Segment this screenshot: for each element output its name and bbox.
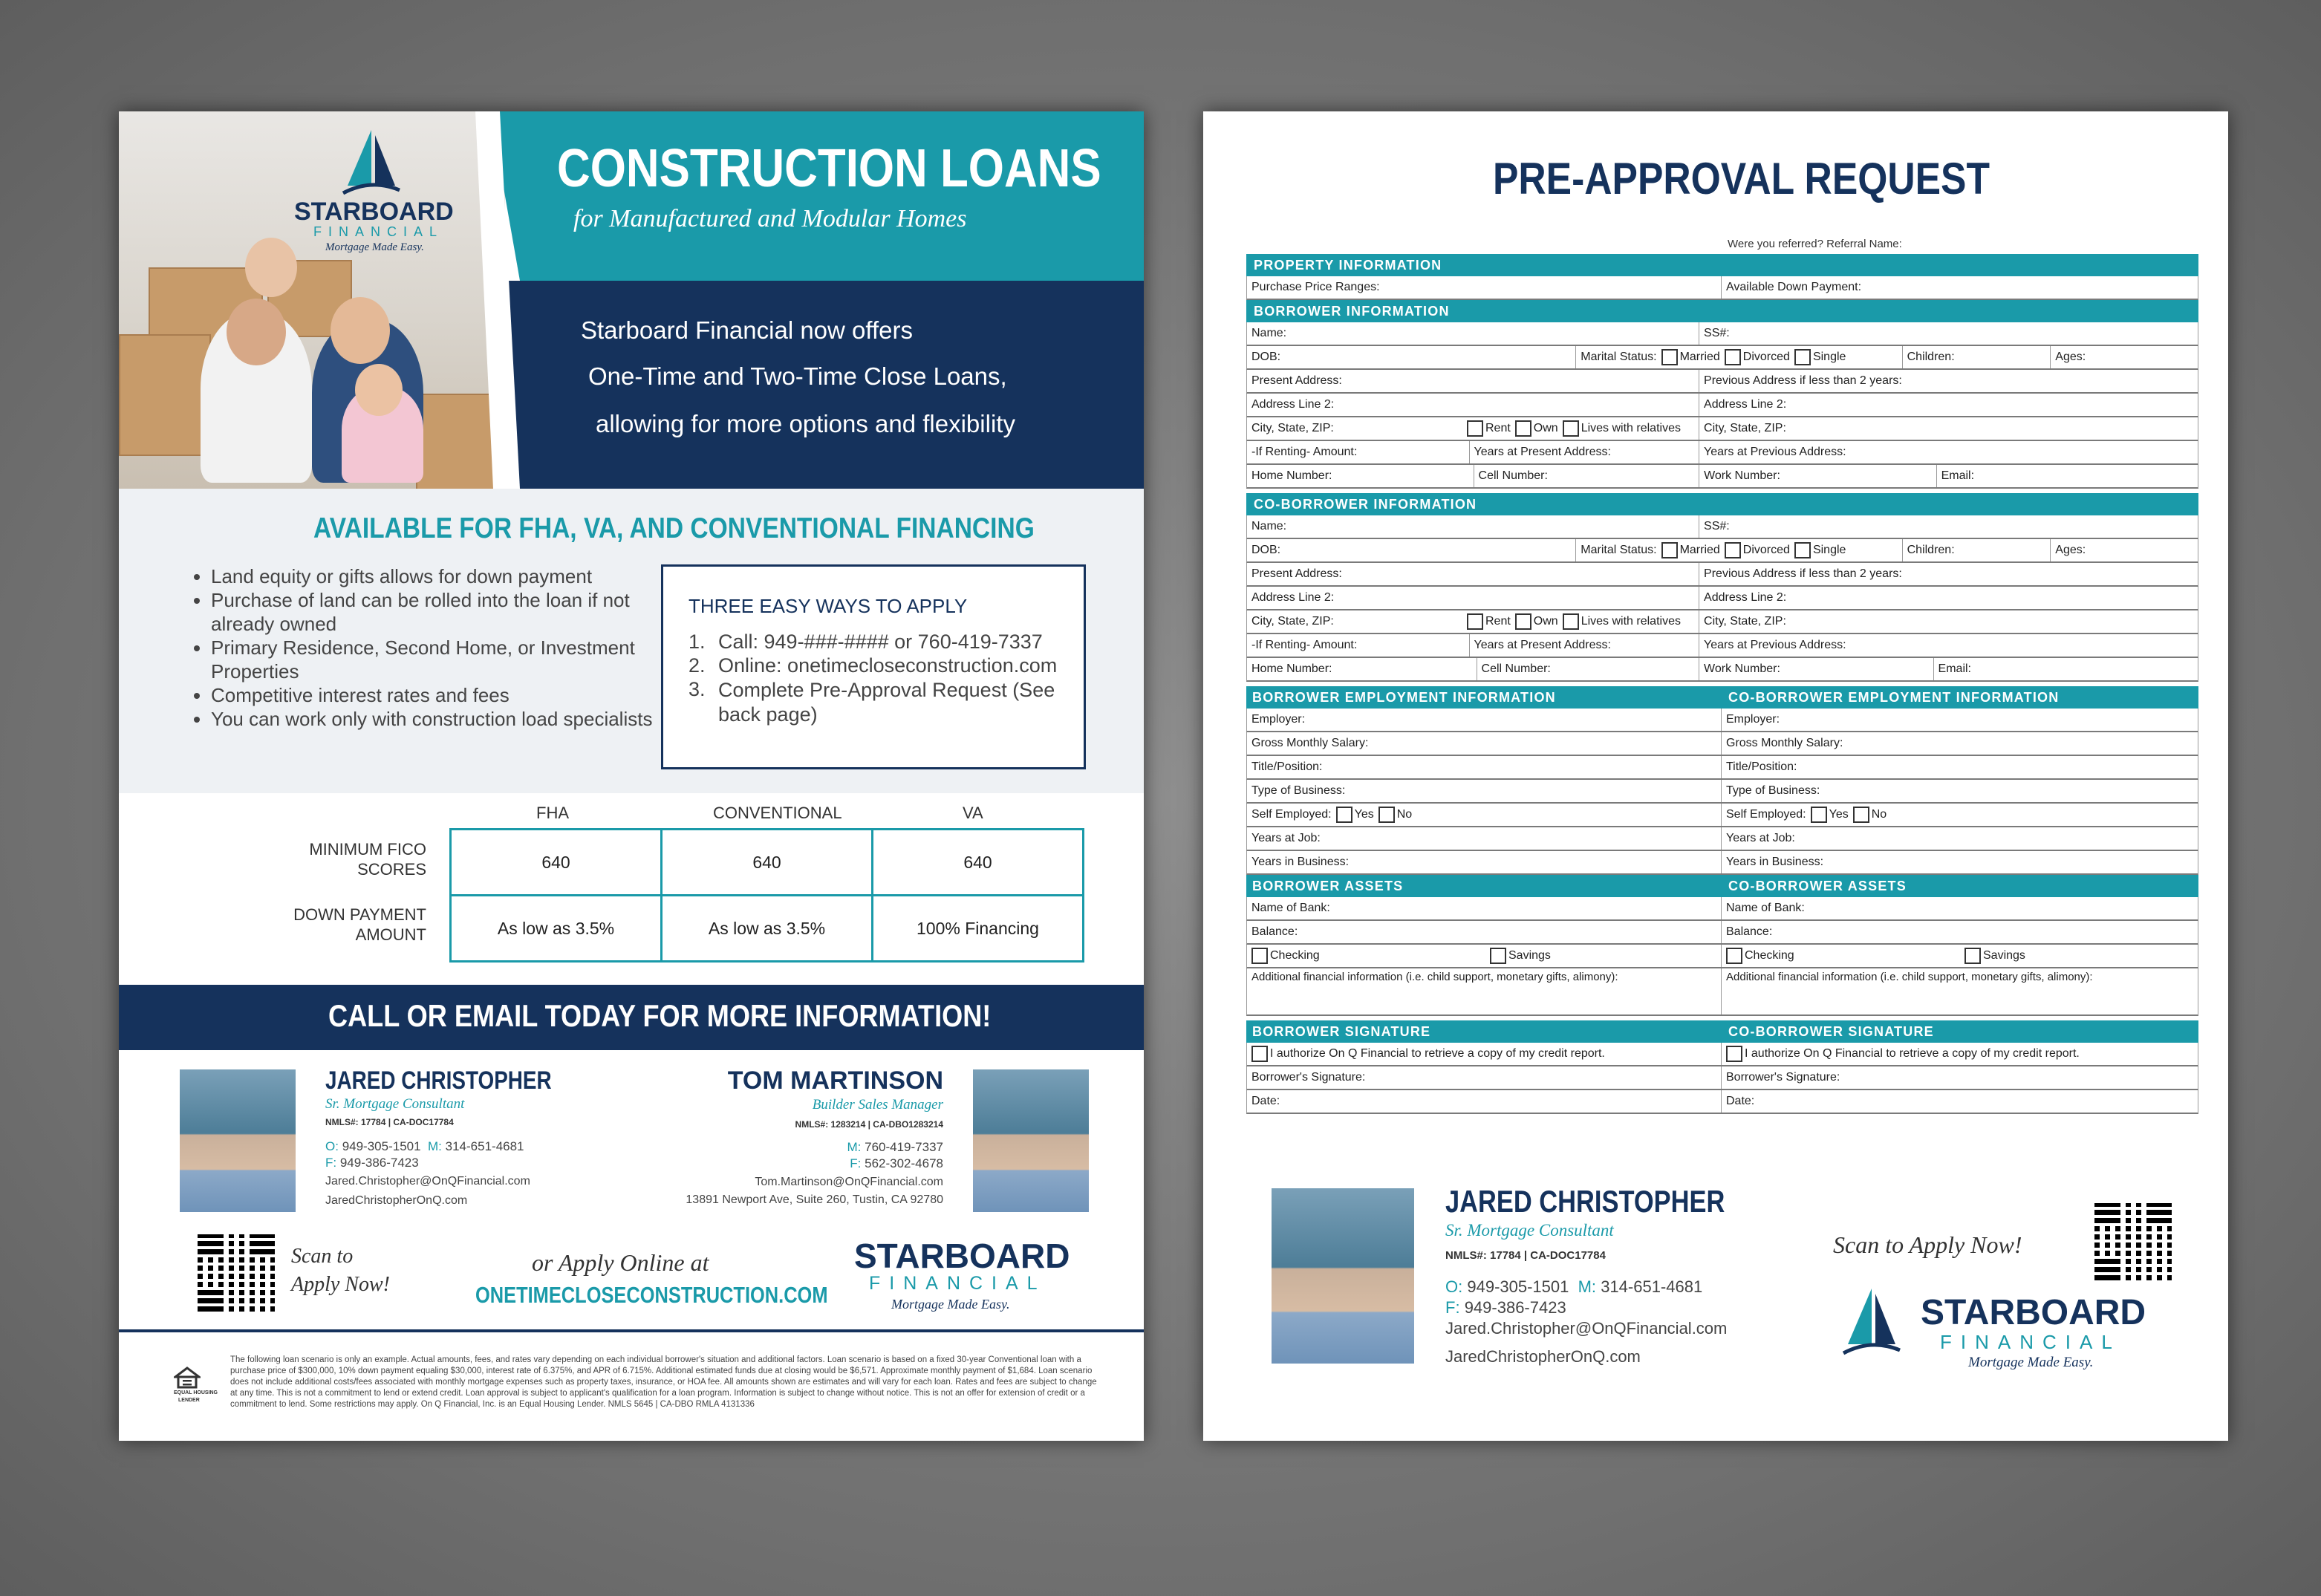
form-row <box>1246 968 2198 1016</box>
cell-number-field[interactable]: Cell Number: <box>1477 658 1700 680</box>
account-type-field[interactable] <box>1722 945 2198 967</box>
ss-field[interactable]: SS#: <box>1704 327 1730 339</box>
marital-label: Marital Status: <box>1581 351 1657 363</box>
apply-online-text: or Apply Online at <box>532 1249 709 1276</box>
rent-label: Rent <box>1485 422 1511 434</box>
city-label: City, State, ZIP: <box>1251 615 1334 628</box>
checkbox[interactable] <box>1251 948 1268 964</box>
years-job-field[interactable]: Years at Job: <box>1247 827 1722 850</box>
account-type-field[interactable] <box>1247 945 1722 967</box>
form-row <box>1246 515 2198 539</box>
additional-info-field[interactable]: Additional financial information (i.e. child support, monetary gifts, alimony): <box>1726 971 2093 983</box>
years-present-field[interactable]: Years at Present Address: <box>1470 634 1700 657</box>
office-label: O: <box>325 1139 339 1153</box>
checkbox[interactable] <box>1661 349 1678 365</box>
office-label: O: <box>1445 1277 1463 1296</box>
table-cell: 640 <box>662 830 873 896</box>
contact-name: JARED CHRISTOPHER <box>1445 1184 1725 1219</box>
feature-item: • You can work only with construction load specialists <box>211 707 657 731</box>
form-row <box>1246 417 2198 441</box>
single-label: Single <box>1812 544 1846 556</box>
column-fha: FHA <box>536 804 569 822</box>
contact-name: JARED CHRISTOPHER <box>325 1066 552 1095</box>
previous-line2-field[interactable]: Address Line 2: <box>1704 591 1787 604</box>
form-row <box>1246 276 2198 300</box>
contact-nmls: NMLS#: 17784 | CA-DOC17784 <box>325 1117 454 1127</box>
fax-number: 562-302-4678 <box>865 1156 943 1170</box>
name-field[interactable]: Name: <box>1247 515 1699 538</box>
checkbox[interactable] <box>1726 948 1742 964</box>
form-row <box>1246 370 2198 394</box>
business-type-field[interactable]: Type of Business: <box>1726 784 1820 797</box>
headshot-tom <box>973 1069 1089 1212</box>
apply-ways-box <box>661 564 1086 769</box>
form-title: PRE-APPROVAL REQUEST <box>1493 154 1990 203</box>
fax-label: F: <box>1445 1298 1460 1317</box>
single-label: Single <box>1812 351 1846 363</box>
form-row <box>1246 465 2198 489</box>
row-label-down-payment: DOWN PAYMENT AMOUNT <box>293 905 426 944</box>
position-field[interactable]: Title/Position: <box>1247 756 1722 778</box>
apply-way-form: Complete Pre-Approval Request (See back page) <box>718 679 1055 726</box>
contact-fax <box>686 1156 943 1171</box>
mobile-label: M: <box>428 1139 442 1153</box>
logo-sub: FINANCIAL <box>1940 1331 2121 1353</box>
contact-title: Sr. Mortgage Consultant <box>1445 1221 1614 1240</box>
years-business-field[interactable]: Years in Business: <box>1726 856 1824 868</box>
self-employed-field[interactable] <box>1247 804 1722 826</box>
fax-label: F: <box>325 1156 337 1170</box>
intro-line-2: One-Time and Two-Time Close Loans, <box>588 362 1007 390</box>
borrower-employment-heading: BORROWER EMPLOYMENT INFORMATION <box>1252 690 1556 705</box>
business-type-field[interactable]: Type of Business: <box>1247 780 1722 802</box>
fico-table <box>449 828 1084 963</box>
office-phone: 949-305-1501 <box>1467 1277 1569 1296</box>
checkbox[interactable] <box>1515 420 1531 437</box>
authorize-field[interactable] <box>1722 1043 2198 1065</box>
column-va: VA <box>963 804 983 822</box>
previous-city-field[interactable]: City, State, ZIP: <box>1704 615 1786 628</box>
feature-item: • Primary Residence, Second Home, or Investment Properties <box>211 636 657 683</box>
cta-text: CALL OR EMAIL TODAY FOR MORE INFORMATION! <box>328 998 992 1033</box>
form-row <box>1246 851 2198 875</box>
years-business-field[interactable]: Years in Business: <box>1247 851 1722 873</box>
city-field[interactable] <box>1247 417 1699 440</box>
work-number-field[interactable]: Work Number: <box>1699 658 1934 680</box>
checkbox[interactable] <box>1853 807 1869 823</box>
front-flyer <box>119 111 1144 1441</box>
no-label: No <box>1396 808 1413 821</box>
logo-sub: FINANCIAL <box>869 1273 1046 1294</box>
form-row <box>1246 1066 2198 1090</box>
sail-logo-icon <box>342 126 401 201</box>
contact-mobile <box>686 1140 943 1155</box>
city-field[interactable] <box>1247 610 1699 633</box>
marital-field[interactable] <box>1576 346 1902 368</box>
city-label: City, State, ZIP: <box>1251 422 1334 434</box>
children-field[interactable]: Children: <box>1903 539 2051 561</box>
years-job-field[interactable]: Years at Job: <box>1726 832 1795 844</box>
checkbox[interactable] <box>1811 807 1827 823</box>
qr-code-icon[interactable] <box>2094 1203 2172 1280</box>
form-row <box>1246 634 2198 658</box>
intro-line-3: allowing for more options and flexibility <box>596 410 1015 437</box>
checkbox[interactable] <box>1661 542 1678 558</box>
form-row <box>1246 322 2198 346</box>
form-row <box>1246 732 2198 756</box>
form-row <box>1246 921 2198 945</box>
equal-housing-icon <box>174 1367 201 1389</box>
own-label: Own <box>1533 615 1558 628</box>
contact-name: TOM MARTINSON <box>727 1066 943 1095</box>
contact-2-block <box>686 1066 943 1207</box>
divorced-label: Divorced <box>1742 351 1790 363</box>
checkbox[interactable] <box>1726 1046 1742 1062</box>
home-number-field[interactable]: Home Number: <box>1247 658 1477 680</box>
form-row <box>1246 394 2198 417</box>
scan-text: Scan to Apply Now! <box>1833 1231 2022 1258</box>
contact-nmls: NMLS#: 1283214 | CA-DBO1283214 <box>795 1119 943 1130</box>
balance-field[interactable]: Balance: <box>1726 925 1773 938</box>
sail-logo-icon <box>1842 1285 1901 1359</box>
mobile-label: M: <box>847 1140 862 1154</box>
logo-name: STARBOARD <box>854 1237 1070 1275</box>
signature-field[interactable]: Borrower's Signature: <box>1726 1071 1840 1084</box>
subtitle: for Manufactured and Modular Homes <box>573 205 967 232</box>
form-row <box>1246 441 2198 465</box>
table-cell: 640 <box>873 830 1084 896</box>
contact-fax <box>1445 1298 1566 1317</box>
section-borrower: BORROWER INFORMATION <box>1246 300 2198 322</box>
fax-number: 949-386-7423 <box>339 1156 419 1170</box>
table-cell: 640 <box>451 830 662 896</box>
coborrower-signature-heading: CO-BORROWER SIGNATURE <box>1728 1024 1934 1039</box>
employer-field[interactable]: Employer: <box>1247 709 1722 731</box>
section-coborrower: CO-BORROWER INFORMATION <box>1246 493 2198 515</box>
position-field[interactable]: Title/Position: <box>1726 760 1797 773</box>
mobile-label: M: <box>1578 1277 1597 1296</box>
mother-face <box>331 297 390 364</box>
checking-label: Checking <box>1270 949 1320 962</box>
contact-website[interactable]: JaredChristopherOnQ.com <box>325 1194 468 1207</box>
checkbox[interactable] <box>1725 542 1741 558</box>
qr-code-icon[interactable] <box>198 1234 275 1312</box>
date-field[interactable]: Date: <box>1247 1090 1722 1113</box>
fax-label: F: <box>850 1156 862 1170</box>
logo-tagline: Mortgage Made Easy. <box>1968 1355 2094 1370</box>
apply-way-number: 1. <box>689 631 706 653</box>
contact-nmls: NMLS#: 17784 | CA-DOC17784 <box>1445 1249 1606 1262</box>
footer-rule <box>119 1329 1144 1332</box>
married-label: Married <box>1679 544 1720 556</box>
authorize-label: I authorize On Q Financial to retrieve a copy of my credit report. <box>1270 1047 1605 1060</box>
own-label: Own <box>1533 422 1558 434</box>
apply-way-online: Online: onetimecloseconstruction.com <box>718 654 1058 677</box>
headshot-jared <box>1272 1188 1414 1364</box>
borrower-signature-heading: BORROWER SIGNATURE <box>1252 1024 1431 1039</box>
referral-field[interactable]: Were you referred? Referral Name: <box>1728 238 1902 250</box>
checkbox[interactable] <box>1563 420 1579 437</box>
down-payment-field[interactable]: Available Down Payment: <box>1726 281 1862 293</box>
previous-address-field[interactable]: Previous Address if less than 2 years: <box>1704 567 1902 580</box>
checkbox[interactable] <box>1515 613 1531 630</box>
form-row <box>1246 563 2198 587</box>
bank-field[interactable]: Name of Bank: <box>1247 897 1722 919</box>
dob-field[interactable]: DOB: <box>1247 346 1576 368</box>
scan-line-2: Apply Now! <box>291 1273 390 1296</box>
form-row <box>1246 804 2198 827</box>
email-field[interactable]: Email: <box>1938 662 1971 675</box>
checkbox[interactable] <box>1794 542 1811 558</box>
married-label: Married <box>1679 351 1720 363</box>
form-row <box>1246 346 2198 370</box>
form-row <box>1246 610 2198 634</box>
contact-title: Builder Sales Manager <box>812 1097 943 1113</box>
ages-field[interactable]: Ages: <box>2055 544 2086 556</box>
fax-number: 949-386-7423 <box>1464 1298 1566 1317</box>
apply-url[interactable]: ONETIMECLOSECONSTRUCTION.COM <box>475 1282 828 1308</box>
child-face <box>355 364 403 416</box>
form-row <box>1246 1090 2198 1114</box>
checking-label: Checking <box>1745 949 1794 962</box>
checkbox[interactable] <box>1467 420 1483 437</box>
section-employment <box>1246 686 2198 709</box>
previous-city-field[interactable]: City, State, ZIP: <box>1704 422 1786 434</box>
years-previous-field[interactable]: Years at Previous Address: <box>1704 446 1846 458</box>
contact-phones <box>325 1139 524 1154</box>
marital-label: Marital Status: <box>1581 544 1657 556</box>
mobile-phone: 314-651-4681 <box>445 1139 524 1153</box>
form-row <box>1246 827 2198 851</box>
present-address-field[interactable]: Present Address: <box>1247 563 1699 585</box>
coborrower-assets-heading: CO-BORROWER ASSETS <box>1728 879 1907 893</box>
apply-way-number: 2. <box>689 654 706 677</box>
logo-tagline: Mortgage Made Easy. <box>325 241 424 253</box>
table-row <box>451 830 1084 896</box>
name-field[interactable]: Name: <box>1247 322 1699 345</box>
checkbox[interactable] <box>1964 948 1981 964</box>
lives-label: Lives with relatives <box>1581 615 1681 628</box>
home-number-field[interactable]: Home Number: <box>1247 465 1474 487</box>
purchase-price-field[interactable]: Purchase Price Ranges: <box>1247 276 1722 299</box>
form-row <box>1246 945 2198 968</box>
title: CONSTRUCTION LOANS <box>557 139 1101 198</box>
feature-item: • Competitive interest rates and fees <box>211 683 657 707</box>
years-previous-field[interactable]: Years at Previous Address: <box>1704 639 1846 651</box>
yes-label: Yes <box>1829 808 1849 821</box>
logo-name: STARBOARD <box>294 198 454 226</box>
divorced-label: Divorced <box>1742 544 1790 556</box>
feature-item: • Purchase of land can be rolled into the loan if not already owned <box>211 588 657 636</box>
checkbox[interactable] <box>1378 807 1395 823</box>
logo-tagline: Mortgage Made Easy. <box>891 1297 1010 1312</box>
ss-field[interactable]: SS#: <box>1704 520 1730 532</box>
checkbox[interactable] <box>1725 349 1741 365</box>
section-property: PROPERTY INFORMATION <box>1246 254 2198 276</box>
marital-field[interactable] <box>1576 539 1902 561</box>
email-field[interactable]: Email: <box>1941 469 1975 482</box>
contact-title: Sr. Mortgage Consultant <box>325 1096 465 1112</box>
self-employed-label: Self Employed: <box>1726 808 1806 821</box>
contact-address: 13891 Newport Ave, Suite 260, Tustin, CA 92780 <box>686 1193 943 1206</box>
section-signature <box>1246 1020 2198 1043</box>
present-address-field[interactable]: Present Address: <box>1247 370 1699 392</box>
row-label-fico: MINIMUM FICO SCORES <box>309 840 426 879</box>
additional-info-field[interactable]: Additional financial information (i.e. child support, monetary gifts, alimony): <box>1247 968 1722 1014</box>
children-field[interactable]: Children: <box>1903 346 2051 368</box>
moving-box <box>119 334 211 456</box>
cell-number-field[interactable]: Cell Number: <box>1474 465 1700 487</box>
authorize-field[interactable] <box>1247 1043 1722 1065</box>
table-cell: 100% Financing <box>873 896 1084 962</box>
years-present-field[interactable]: Years at Present Address: <box>1470 441 1700 463</box>
borrower-assets-heading: BORROWER ASSETS <box>1252 879 1404 893</box>
form-row <box>1246 897 2198 921</box>
ages-field[interactable]: Ages: <box>2055 351 2086 363</box>
dob-field[interactable]: DOB: <box>1247 539 1576 561</box>
contact-email[interactable]: Jared.Christopher@OnQFinancial.com <box>325 1175 530 1188</box>
father-face <box>227 299 286 365</box>
table-row <box>451 896 1084 962</box>
form-row <box>1246 756 2198 780</box>
savings-label: Savings <box>1508 949 1551 962</box>
scan-line-1: Scan to <box>291 1245 354 1268</box>
feature-item: • Land equity or gifts allows for down payment <box>211 564 657 588</box>
yes-label: Yes <box>1354 808 1374 821</box>
form-row <box>1246 709 2198 732</box>
form-row <box>1246 1043 2198 1066</box>
logo-sub: FINANCIAL <box>313 224 444 239</box>
apply-ways-heading: THREE EASY WAYS TO APPLY <box>689 595 968 617</box>
salary-field[interactable]: Gross Monthly Salary: <box>1247 732 1722 755</box>
form-grid <box>1246 254 2198 1114</box>
family-photo <box>119 111 505 489</box>
checkbox[interactable] <box>1336 807 1352 823</box>
date-field[interactable]: Date: <box>1726 1095 1755 1107</box>
employer-field[interactable]: Employer: <box>1726 713 1780 726</box>
signature-field[interactable]: Borrower's Signature: <box>1247 1066 1722 1089</box>
savings-label: Savings <box>1983 949 2025 962</box>
child-figure <box>245 238 297 297</box>
checkbox[interactable] <box>1563 613 1579 630</box>
intro-line-1: Starboard Financial now offers <box>581 316 913 344</box>
apply-way-number: 3. <box>689 678 706 700</box>
bank-field[interactable]: Name of Bank: <box>1726 902 1805 914</box>
address-line2-field[interactable]: Address Line 2: <box>1247 587 1699 609</box>
logo-name: STARBOARD <box>1921 1293 2146 1332</box>
mobile-phone: 760-419-7337 <box>865 1140 943 1154</box>
salary-field[interactable]: Gross Monthly Salary: <box>1726 737 1843 749</box>
form-row <box>1246 539 2198 563</box>
contact-website[interactable]: JaredChristopherOnQ.com <box>1445 1347 1641 1366</box>
column-conventional: CONVENTIONAL <box>713 804 842 822</box>
feature-list <box>178 564 657 731</box>
previous-address-field[interactable]: Previous Address if less than 2 years: <box>1704 374 1902 387</box>
authorize-label: I authorize On Q Financial to retrieve a copy of my credit report. <box>1745 1047 2080 1060</box>
balance-field[interactable]: Balance: <box>1247 921 1722 943</box>
checkbox[interactable] <box>1467 613 1483 630</box>
checkbox[interactable] <box>1251 1046 1268 1062</box>
checkbox[interactable] <box>1490 948 1506 964</box>
ehl-text: EQUAL HOUSING <box>174 1390 218 1395</box>
table-cell: As low as 3.5% <box>451 896 662 962</box>
lives-label: Lives with relatives <box>1581 422 1681 434</box>
contact-fax <box>325 1156 419 1170</box>
work-number-field[interactable]: Work Number: <box>1699 465 1937 487</box>
office-phone: 949-305-1501 <box>342 1139 421 1153</box>
renting-amount-field[interactable]: -If Renting- Amount: <box>1247 441 1470 463</box>
disclaimer: The following loan scenario is only an example. Actual amounts, fees, and rates vary depending on each individual borrower's situation and additional factors. Loan scenario is based on a fixed 30-year Conventional loan with a purchase price of $300,000, 10% down payment equaling $30,000, interest rate of 6.375%, and APR of 6.715%. Additional estimated funds due at closing would be $6,571. Approximate monthly payment of $1,684. Loan scenario does not include additional costs/fees associated with monthly mortgage expenses such as property taxes, insurance, or HOA fee. All amounts shown are estimates and will vary for each loan. Rates and fees are subject to change at any time. This is not a commitment to lend or extend credit. Loan approval is subject to applicant's qualification for a loan program. Information is subject to change without notice. This is not an offer for extension of credit or a commitment to lend. Some restrictions may apply. On Q Financial, Inc. is an Equal Housing Lender. NMLS 5645 | CA-DBO RMLA 4131336 <box>230 1355 1097 1409</box>
section-assets <box>1246 875 2198 897</box>
ehl-text: LENDER <box>178 1398 200 1403</box>
apply-way-phone: Call: 949-###-#### or 760-419-7337 <box>718 631 1043 653</box>
self-employed-field[interactable] <box>1722 804 2198 826</box>
renting-amount-field[interactable]: -If Renting- Amount: <box>1247 634 1470 657</box>
form-row <box>1246 587 2198 610</box>
mobile-phone: 314-651-4681 <box>1601 1277 1703 1296</box>
headshot-jared <box>180 1069 296 1212</box>
form-row <box>1246 658 2198 682</box>
self-employed-label: Self Employed: <box>1251 808 1332 821</box>
form-row <box>1246 780 2198 804</box>
table-cell: As low as 3.5% <box>662 896 873 962</box>
coborrower-employment-heading: CO-BORROWER EMPLOYMENT INFORMATION <box>1728 690 2060 705</box>
contact-email[interactable]: Jared.Christopher@OnQFinancial.com <box>1445 1319 1728 1338</box>
rent-label: Rent <box>1485 615 1511 628</box>
checkbox[interactable] <box>1794 349 1811 365</box>
available-heading: AVAILABLE FOR FHA, VA, AND CONVENTIONAL FINANCING <box>313 512 1035 544</box>
pre-approval-form <box>1203 111 2228 1441</box>
previous-line2-field[interactable]: Address Line 2: <box>1704 398 1787 411</box>
no-label: No <box>1871 808 1887 821</box>
contact-phones <box>1445 1277 1702 1297</box>
contact-email[interactable]: Tom.Martinson@OnQFinancial.com <box>755 1176 943 1188</box>
address-line2-field[interactable]: Address Line 2: <box>1247 394 1699 416</box>
